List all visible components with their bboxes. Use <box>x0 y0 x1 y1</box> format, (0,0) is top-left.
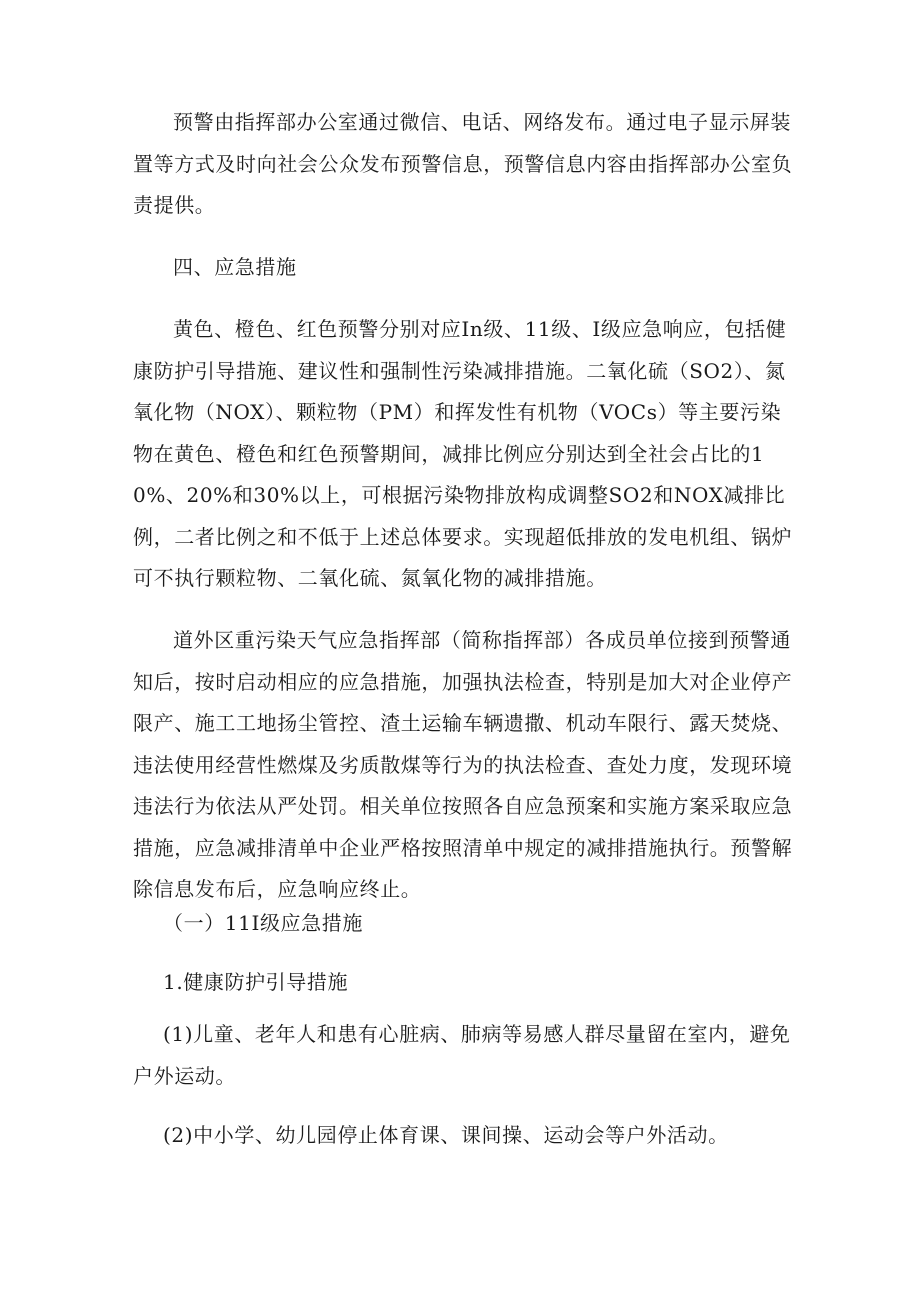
subheading-level-measures: （一）11I级应急措施 <box>163 911 363 935</box>
paragraph-warning-release: 预警由指挥部办公室通过微信、电话、网络发布。通过电子显示屏装置等方式及时向社会公众发布预警信息，预警信息内容由指挥部办公室负责提供。 <box>133 110 793 217</box>
paragraph-command-units: 道外区重污染天气应急指挥部（简称指挥部）各成员单位接到预警通知后，按时启动相应的应急措施，加强执法检查，特别是加大对企业停产限产、施工工地扬尘管控、渣土运输车辆遗撒、机动车限行、露天焚烧、违法使用经营性燃煤及劣质散煤等行为的执法检查、查处力度，发现环境违法行为依法从严处罚。相关单位按照各自应急预案和实施方案采取应急措施，应急减排清单中企业严格按照清单中规定的减排措施执行。预警解除信息发布后，应急响应终止。 <box>133 628 793 901</box>
section-heading-emergency-measures: 四、应急措施 <box>173 255 297 279</box>
list-item-sensitive-groups: (1)儿童、老年人和患有心脏病、肺病等易感人群尽量留在室内，避免户外运动。 <box>133 1022 791 1088</box>
subheading-health-protection: 1.健康防护引导措施 <box>163 970 349 994</box>
list-item-schools: (2)中小学、幼儿园停止体育课、课间操、运动会等户外活动。 <box>163 1123 729 1147</box>
paragraph-warning-levels: 黄色、橙色、红色预警分别对应In级、11级、I级应急响应，包括健康防护引导措施、建议性和强制性污染减排措施。二氧化硫（SO2）、氮氧化物（NOX）、颗粒物（PM）和挥发性有机物（VOCs）等主要污染物在黄色、橙色和红色预警期间，减排比例应分别达到全社会占比的10%、20%和30%以上，可根据污染物排放构成调整SO2和NOX减排比例，二者比例之和不低于上述总体要求。实现超低排放的发电机组、锅炉可不执行颗粒物、二氧化硫、氮氧化物的减排措施。 <box>133 317 793 590</box>
